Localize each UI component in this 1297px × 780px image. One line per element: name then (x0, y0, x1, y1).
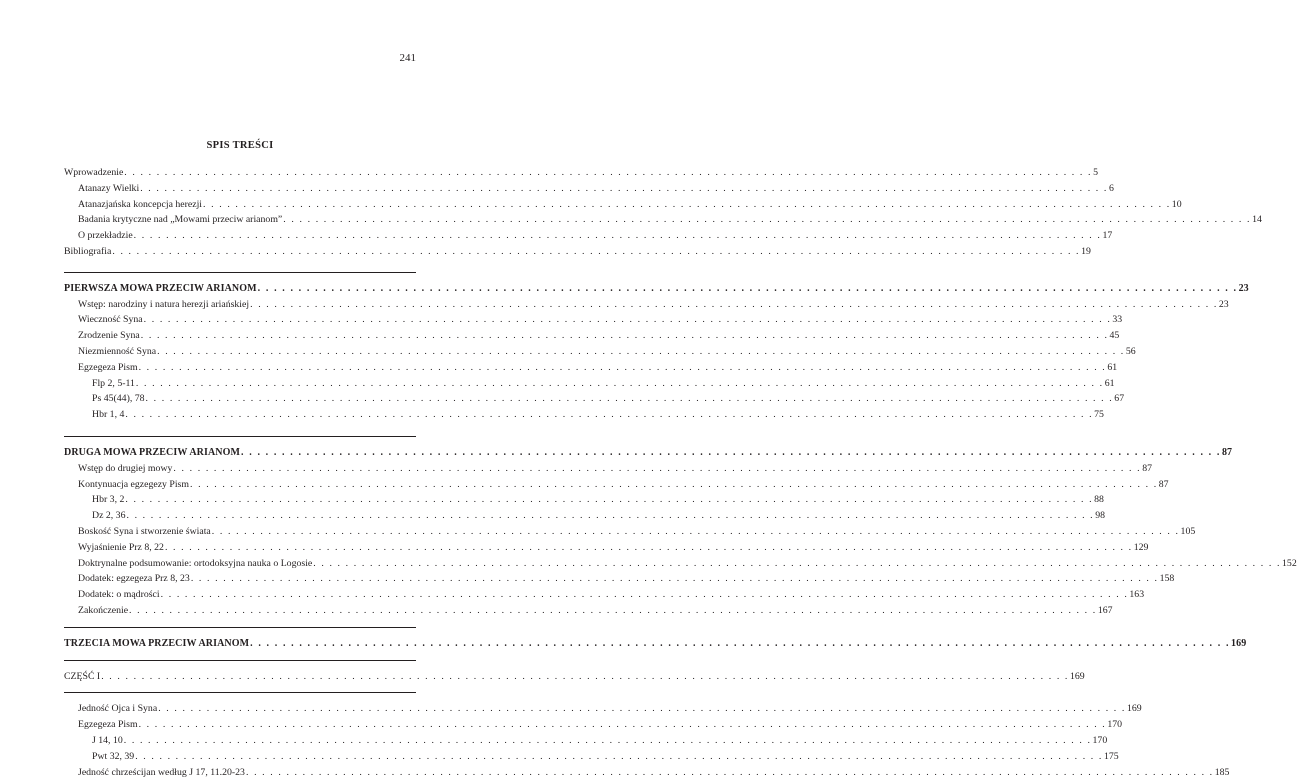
toc-entry[interactable] (64, 717, 416, 733)
entry-label: Wstęp do drugiej mowy (78, 461, 172, 477)
leader-dots: . . . . . . . . . . . . . . . . . . . . . . . . . . . . . . . . . . . . . . . . . . . . . . . . . . . . . . . . . . . . . . . . . . . . . . . . . . . . . . . . . . . . . . . . . . . . . . . . . . . . . . . . . . . . . . . . . . . . . . . . (250, 297, 1218, 313)
entry-label: Niezmienność Syna (78, 344, 156, 360)
entry-page: 75 (1094, 407, 1104, 423)
entry-label: Flp 2, 5-11 (92, 376, 135, 392)
toc-section-heading[interactable] (64, 281, 416, 297)
entry-page: 163 (1129, 587, 1144, 603)
entry-label: Doktrynalne podsumowanie: ortodoksyjna nauka o Logosie (78, 556, 312, 572)
entry-page: 17 (1102, 228, 1112, 244)
entry-page: 98 (1095, 508, 1105, 524)
toc-entry[interactable] (64, 669, 416, 685)
entry-page: 23 (1239, 281, 1249, 297)
entry-label: DRUGA MOWA PRZECIW ARIANOM (64, 445, 240, 461)
entry-page: 87 (1159, 477, 1169, 493)
entry-label: Wieczność Syna (78, 312, 143, 328)
entry-page: 5 (1093, 165, 1098, 181)
entry-page: 33 (1112, 312, 1122, 328)
entry-page: 185 (1215, 765, 1230, 780)
leader-dots: . . . . . . . . . . . . . . . . . . . . . . . . . . . . . . . . . . . . . . . . . . . . . . . . . . . . . . . . . . . . . . . . . . . . . . . . . . . . . . . . . . . . . . . . . . . . . . . . . . . . . . . . . . . . . . . . . . . . . . . . (139, 717, 1107, 733)
entry-label: CZĘŚĆ I (64, 669, 100, 685)
entry-label: Boskość Syna i stworzenie świata (78, 524, 211, 540)
entry-label: Pwt 32, 39 (92, 749, 134, 765)
entry-page: 170 (1107, 717, 1122, 733)
toc-entry[interactable] (64, 492, 416, 508)
entry-page: 169 (1070, 669, 1085, 685)
toc-entry[interactable] (64, 556, 416, 572)
leader-dots: . . . . . . . . . . . . . . . . . . . . . . . . . . . . . . . . . . . . . . . . . . . . . . . . . . . . . . . . . . . . . . . . . . . . . . . . . . . . . . . . . . . . . . . . . . . . . . . . . . . . . . . . . . . . . . . . . . . . . . . . (124, 165, 1092, 181)
toc-entry[interactable] (64, 244, 416, 260)
entry-page: 129 (1134, 540, 1149, 556)
leader-dots: . . . . . . . . . . . . . . . . . . . . . . . . . . . . . . . . . . . . . . . . . . . . . . . . . . . . . . . . . . . . . . . . . . . . . . . . . . . . . . . . . . . . . . . . . . . . . . . . . . . . . . . . . . . . . . . . . . . . . . . . (157, 344, 1125, 360)
leader-dots: . . . . . . . . . . . . . . . . . . . . . . . . . . . . . . . . . . . . . . . . . . . . . . . . . . . . . . . . . . . . . . . . . . . . . . . . . . . . . . . . . . . . . . . . . . . . . . . . . . . . . . . . . . . . . . . . . . . . . . . . (313, 556, 1281, 572)
entry-label: J 14, 10 (92, 733, 123, 749)
toc-entry[interactable] (64, 508, 416, 524)
entry-label: Dodatek: o mądrości (78, 587, 160, 603)
entry-label: PIERWSZA MOWA PRZECIW ARIANOM (64, 281, 257, 297)
toc-entry[interactable] (64, 524, 416, 540)
leader-dots: . . . . . . . . . . . . . . . . . . . . . . . . . . . . . . . . . . . . . . . . . . . . . . . . . . . . . . . . . . . . . . . . . . . . . . . . . . . . . . . . . . . . . . . . . . . . . . . . . . . . . . . . . . . . . . . . . . . . . . . . (126, 508, 1094, 524)
leader-dots: . . . . . . . . . . . . . . . . . . . . . . . . . . . . . . . . . . . . . . . . . . . . . . . . . . . . . . . . . . . . . . . . . . . . . . . . . . . . . . . . . . . . . . . . . . . . . . . . . . . . . . . . . . . . . . . . . . . . . . . . (141, 328, 1109, 344)
entry-label: Badania krytyczne nad „Mowami przeciw arianom” (78, 212, 282, 228)
toc-entry[interactable] (64, 212, 416, 228)
entry-label: Ps 45(44), 78 (92, 391, 145, 407)
leader-dots: . . . . . . . . . . . . . . . . . . . . . . . . . . . . . . . . . . . . . . . . . . . . . . . . . . . . . . . . . . . . . . . . . . . . . . . . . . . . . . . . . . . . . . . . . . . . . . . . . . . . . . . . . . . . . . . . . . . . . . . . (135, 749, 1103, 765)
toc-entry[interactable] (64, 344, 416, 360)
toc-entry[interactable] (64, 376, 416, 392)
leader-dots: . . . . . . . . . . . . . . . . . . . . . . . . . . . . . . . . . . . . . . . . . . . . . . . . . . . . . . . . . . . . . . . . . . . . . . . . . . . . . . . . . . . . . . . . . . . . . . . . . . . . . . . . . . . . . . . . . . . . . . . . (101, 669, 1069, 685)
toc-entry[interactable] (64, 587, 416, 603)
entry-page: 88 (1094, 492, 1104, 508)
toc-entry[interactable] (64, 571, 416, 587)
entry-label: Kontynuacja egzegezy Pism (78, 477, 189, 493)
toc-title: SPIS TREŚCI (0, 139, 480, 152)
leader-dots: . . . . . . . . . . . . . . . . . . . . . . . . . . . . . . . . . . . . . . . . . . . . . . . . . . . . . . . . . . . . . . . . . . . . . . . . . . . . . . . . . . . . . . . . . . . . . . . . . . . . . . . . . . . . . . . . . . . . . . . . (112, 244, 1080, 260)
entry-label: Wyjaśnienie Prz 8, 22 (78, 540, 164, 556)
toc-entry[interactable] (64, 165, 416, 181)
leader-dots: . . . . . . . . . . . . . . . . . . . . . . . . . . . . . . . . . . . . . . . . . . . . . . . . . . . . . . . . . . . . . . . . . . . . . . . . . . . . . . . . . . . . . . . . . . . . . . . . . . . . . . . . . . . . . . . . . . . . . . . . (140, 181, 1108, 197)
toc-entry[interactable] (64, 733, 416, 749)
entry-page: 56 (1126, 344, 1136, 360)
entry-page: 152 (1282, 556, 1297, 572)
toc-entry[interactable] (64, 701, 416, 717)
leader-dots: . . . . . . . . . . . . . . . . . . . . . . . . . . . . . . . . . . . . . . . . . . . . . . . . . . . . . . . . . . . . . . . . . . . . . . . . . . . . . . . . . . . . . . . . . . . . . . . . . . . . . . . . . . . . . . . . . . . . . . . . (136, 376, 1104, 392)
leader-dots: . . . . . . . . . . . . . . . . . . . . . . . . . . . . . . . . . . . . . . . . . . . . . . . . . . . . . . . . . . . . . . . . . . . . . . . . . . . . . . . . . . . . . . . . . . . . . . . . . . . . . . . . . . . . . . . . . . . . . . . . (144, 312, 1112, 328)
entry-page: 170 (1093, 733, 1108, 749)
toc-entry[interactable] (64, 407, 416, 423)
leader-dots: . . . . . . . . . . . . . . . . . . . . . . . . . . . . . . . . . . . . . . . . . . . . . . . . . . . . . . . . . . . . . . . . . . . . . . . . . . . . . . . . . . . . . . . . . . . . . . . . . . . . . . . . . . . . . . . . . . . . . . . . (246, 765, 1214, 780)
leader-dots: . . . . . . . . . . . . . . . . . . . . . . . . . . . . . . . . . . . . . . . . . . . . . . . . . . . . . . . . . . . . . . . . . . . . . . . . . . . . . . . . . . . . . . . . . . . . . . . . . . . . . . . . . . . . . . . . . . . . . . . . (129, 603, 1097, 619)
leader-dots: . . . . . . . . . . . . . . . . . . . . . . . . . . . . . . . . . . . . . . . . . . . . . . . . . . . . . . . . . . . . . . . . . . . . . . . . . . . . . . . . . . . . . . . . . . . . . . . . . . . . . . . . . . . . . . . . . . . . . . . . (191, 571, 1159, 587)
entry-page: 10 (1172, 197, 1182, 213)
entry-label: Zakończenie (78, 603, 128, 619)
entry-page: 175 (1104, 749, 1119, 765)
leader-dots: . . . . . . . . . . . . . . . . . . . . . . . . . . . . . . . . . . . . . . . . . . . . . . . . . . . . . . . . . . . . . . . . . . . . . . . . . . . . . . . . . . . . . . . . . . . . . . . . . . . . . . . . . . . . . . . . . . . . . . . . (190, 477, 1158, 493)
entry-label: Hbr 1, 4 (92, 407, 124, 423)
entry-label: Dodatek: egzegeza Prz 8, 23 (78, 571, 190, 587)
entry-page: 23 (1219, 297, 1229, 313)
entry-label: Dz 2, 36 (92, 508, 125, 524)
entry-label: Atanazjańska koncepcja herezji (78, 197, 202, 213)
entry-page: 19 (1081, 244, 1091, 260)
toc-entry[interactable] (64, 765, 416, 780)
entry-label: Atanazy Wielki (78, 181, 139, 197)
entry-page: 87 (1142, 461, 1152, 477)
toc-entry[interactable] (64, 749, 416, 765)
entry-page: 169 (1127, 701, 1142, 717)
toc-entry[interactable] (64, 540, 416, 556)
toc-entry[interactable] (64, 297, 416, 313)
toc-entry[interactable] (64, 328, 416, 344)
leader-dots: . . . . . . . . . . . . . . . . . . . . . . . . . . . . . . . . . . . . . . . . . . . . . . . . . . . . . . . . . . . . . . . . . . . . . . . . . . . . . . . . . . . . . . . . . . . . . . . . . . . . . . . . . . . . . . . . . . . . . . . . (250, 636, 1230, 652)
toc-entry[interactable] (64, 477, 416, 493)
leader-dots: . . . . . . . . . . . . . . . . . . . . . . . . . . . . . . . . . . . . . . . . . . . . . . . . . . . . . . . . . . . . . . . . . . . . . . . . . . . . . . . . . . . . . . . . . . . . . . . . . . . . . . . . . . . . . . . . . . . . . . . . (125, 407, 1093, 423)
entry-page: 61 (1105, 376, 1115, 392)
entry-label: Jedność chrześcijan według J 17, 11.20-23 (78, 765, 245, 780)
entry-label: Wprowadzenie (64, 165, 123, 181)
leader-dots: . . . . . . . . . . . . . . . . . . . . . . . . . . . . . . . . . . . . . . . . . . . . . . . . . . . . . . . . . . . . . . . . . . . . . . . . . . . . . . . . . . . . . . . . . . . . . . . . . . . . . . . . . . . . . . . . . . . . . . . . (241, 445, 1221, 461)
leader-dots: . . . . . . . . . . . . . . . . . . . . . . . . . . . . . . . . . . . . . . . . . . . . . . . . . . . . . . . . . . . . . . . . . . . . . . . . . . . . . . . . . . . . . . . . . . . . . . . . . . . . . . . . . . . . . . . . . . . . . . . . (161, 587, 1129, 603)
entry-label: Jedność Ojca i Syna (78, 701, 157, 717)
entry-page: 14 (1252, 212, 1262, 228)
entry-page: 67 (1114, 391, 1124, 407)
leader-dots: . . . . . . . . . . . . . . . . . . . . . . . . . . . . . . . . . . . . . . . . . . . . . . . . . . . . . . . . . . . . . . . . . . . . . . . . . . . . . . . . . . . . . . . . . . . . . . . . . . . . . . . . . . . . . . . . . . . . . . . . (125, 492, 1093, 508)
toc-section-heading[interactable] (64, 445, 416, 461)
toc-entry[interactable] (64, 181, 416, 197)
toc-entry[interactable] (64, 391, 416, 407)
entry-page: 61 (1107, 360, 1117, 376)
entry-page: 167 (1098, 603, 1113, 619)
toc-entry[interactable] (64, 461, 416, 477)
toc-entry[interactable] (64, 312, 416, 328)
leader-dots: . . . . . . . . . . . . . . . . . . . . . . . . . . . . . . . . . . . . . . . . . . . . . . . . . . . . . . . . . . . . . . . . . . . . . . . . . . . . . . . . . . . . . . . . . . . . . . . . . . . . . . . . . . . . . . . . . . . . . . . . (134, 228, 1102, 244)
entry-page: 105 (1181, 524, 1196, 540)
entry-page: 45 (1110, 328, 1120, 344)
toc-entry[interactable] (64, 197, 416, 213)
leader-dots: . . . . . . . . . . . . . . . . . . . . . . . . . . . . . . . . . . . . . . . . . . . . . . . . . . . . . . . . . . . . . . . . . . . . . . . . . . . . . . . . . . . . . . . . . . . . . . . . . . . . . . . . . . . . . . . . . . . . . . . . (124, 733, 1092, 749)
entry-page: 87 (1222, 445, 1232, 461)
toc-section-heading[interactable] (64, 636, 416, 652)
entry-page: 6 (1109, 181, 1114, 197)
entry-label: O przekładzie (78, 228, 133, 244)
entry-label: Bibliografia (64, 244, 111, 260)
toc-entry[interactable] (64, 228, 416, 244)
toc-entry[interactable] (64, 603, 416, 619)
entry-page: 169 (1231, 636, 1246, 652)
leader-dots: . . . . . . . . . . . . . . . . . . . . . . . . . . . . . . . . . . . . . . . . . . . . . . . . . . . . . . . . . . . . . . . . . . . . . . . . . . . . . . . . . . . . . . . . . . . . . . . . . . . . . . . . . . . . . . . . . . . . . . . . (258, 281, 1238, 297)
leader-dots: . . . . . . . . . . . . . . . . . . . . . . . . . . . . . . . . . . . . . . . . . . . . . . . . . . . . . . . . . . . . . . . . . . . . . . . . . . . . . . . . . . . . . . . . . . . . . . . . . . . . . . . . . . . . . . . . . . . . . . . . (173, 461, 1141, 477)
toc-entry[interactable] (64, 360, 416, 376)
entry-label: Egzegeza Pism (78, 717, 138, 733)
entry-label: Hbr 3, 2 (92, 492, 124, 508)
table-of-contents (64, 165, 416, 780)
leader-dots: . . . . . . . . . . . . . . . . . . . . . . . . . . . . . . . . . . . . . . . . . . . . . . . . . . . . . . . . . . . . . . . . . . . . . . . . . . . . . . . . . . . . . . . . . . . . . . . . . . . . . . . . . . . . . . . . . . . . . . . . (212, 524, 1180, 540)
entry-page: 158 (1160, 571, 1175, 587)
entry-label: Zrodzenie Syna (78, 328, 140, 344)
leader-dots: . . . . . . . . . . . . . . . . . . . . . . . . . . . . . . . . . . . . . . . . . . . . . . . . . . . . . . . . . . . . . . . . . . . . . . . . . . . . . . . . . . . . . . . . . . . . . . . . . . . . . . . . . . . . . . . . . . . . . . . . (146, 391, 1114, 407)
leader-dots: . . . . . . . . . . . . . . . . . . . . . . . . . . . . . . . . . . . . . . . . . . . . . . . . . . . . . . . . . . . . . . . . . . . . . . . . . . . . . . . . . . . . . . . . . . . . . . . . . . . . . . . . . . . . . . . . . . . . . . . . (283, 212, 1251, 228)
entry-label: Egzegeza Pism (78, 360, 138, 376)
leader-dots: . . . . . . . . . . . . . . . . . . . . . . . . . . . . . . . . . . . . . . . . . . . . . . . . . . . . . . . . . . . . . . . . . . . . . . . . . . . . . . . . . . . . . . . . . . . . . . . . . . . . . . . . . . . . . . . . . . . . . . . . (165, 540, 1133, 556)
leader-dots: . . . . . . . . . . . . . . . . . . . . . . . . . . . . . . . . . . . . . . . . . . . . . . . . . . . . . . . . . . . . . . . . . . . . . . . . . . . . . . . . . . . . . . . . . . . . . . . . . . . . . . . . . . . . . . . . . . . . . . . . (139, 360, 1107, 376)
page-number: 241 (400, 52, 417, 65)
entry-label: TRZECIA MOWA PRZECIW ARIANOM (64, 636, 249, 652)
leader-dots: . . . . . . . . . . . . . . . . . . . . . . . . . . . . . . . . . . . . . . . . . . . . . . . . . . . . . . . . . . . . . . . . . . . . . . . . . . . . . . . . . . . . . . . . . . . . . . . . . . . . . . . . . . . . . . . . . . . . . . . . (203, 197, 1171, 213)
leader-dots: . . . . . . . . . . . . . . . . . . . . . . . . . . . . . . . . . . . . . . . . . . . . . . . . . . . . . . . . . . . . . . . . . . . . . . . . . . . . . . . . . . . . . . . . . . . . . . . . . . . . . . . . . . . . . . . . . . . . . . . . (158, 701, 1126, 717)
entry-label: Wstęp: narodziny i natura herezji ariańskiej (78, 297, 249, 313)
